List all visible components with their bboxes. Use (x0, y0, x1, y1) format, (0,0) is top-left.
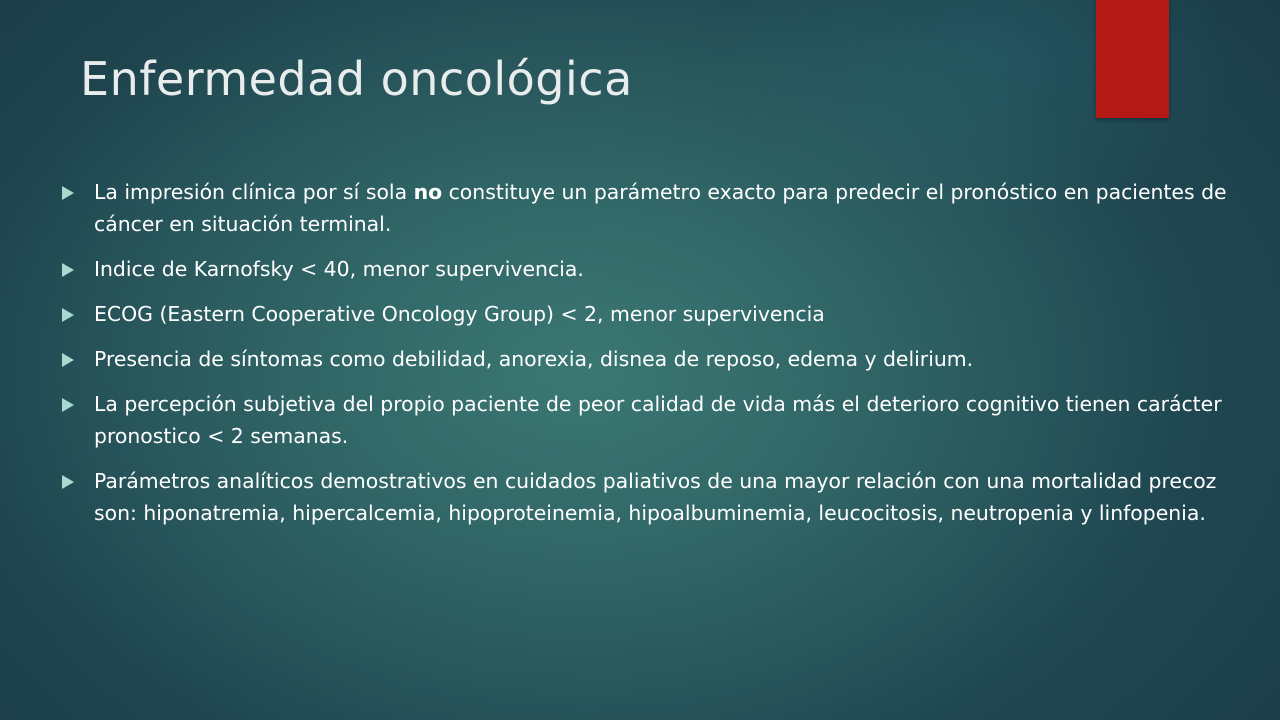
bullet-item (62, 176, 1232, 240)
bullet-text: ECOG (Eastern Cooperative Oncology Group) < 2, menor supervivencia (94, 302, 825, 326)
bullet-list (62, 176, 1232, 542)
bullet-bold-word: no (413, 180, 443, 204)
bullet-text-part: La impresión clínica por sí sola (94, 180, 414, 204)
triangle-right-icon (62, 398, 74, 412)
bullet-item (62, 343, 1232, 375)
bullet-item (62, 253, 1232, 285)
bullet-text: Indice de Karnofsky < 40, menor supervivencia. (94, 257, 584, 281)
bullet-text-part: constituye un parámetro exacto para predecir el pronóstico en pacientes de cáncer en situación terminal. (94, 180, 1227, 236)
bullet-text (94, 180, 1227, 236)
bullet-text: Parámetros analíticos demostrativos en cuidados paliativos de una mayor relación con una mortalidad precoz son: hiponatremia, hipercalcemia, hipoproteinemia, hipoalbuminemia, leucocitosis, neutropenia y linfopenia. (94, 469, 1217, 525)
triangle-right-icon (62, 263, 74, 277)
bullet-text: La percepción subjetiva del propio paciente de peor calidad de vida más el deterioro cognitivo tienen carácter pronostico < 2 semanas. (94, 392, 1222, 448)
triangle-right-icon (62, 186, 74, 200)
bullet-text: Presencia de síntomas como debilidad, anorexia, disnea de reposo, edema y delirium. (94, 347, 974, 371)
triangle-right-icon (62, 353, 74, 367)
slide-title: Enfermedad oncológica (80, 52, 633, 106)
accent-bar (1096, 0, 1169, 118)
bullet-item (62, 465, 1232, 529)
bullet-item (62, 298, 1232, 330)
triangle-right-icon (62, 308, 74, 322)
triangle-right-icon (62, 475, 74, 489)
bullet-item (62, 388, 1232, 452)
